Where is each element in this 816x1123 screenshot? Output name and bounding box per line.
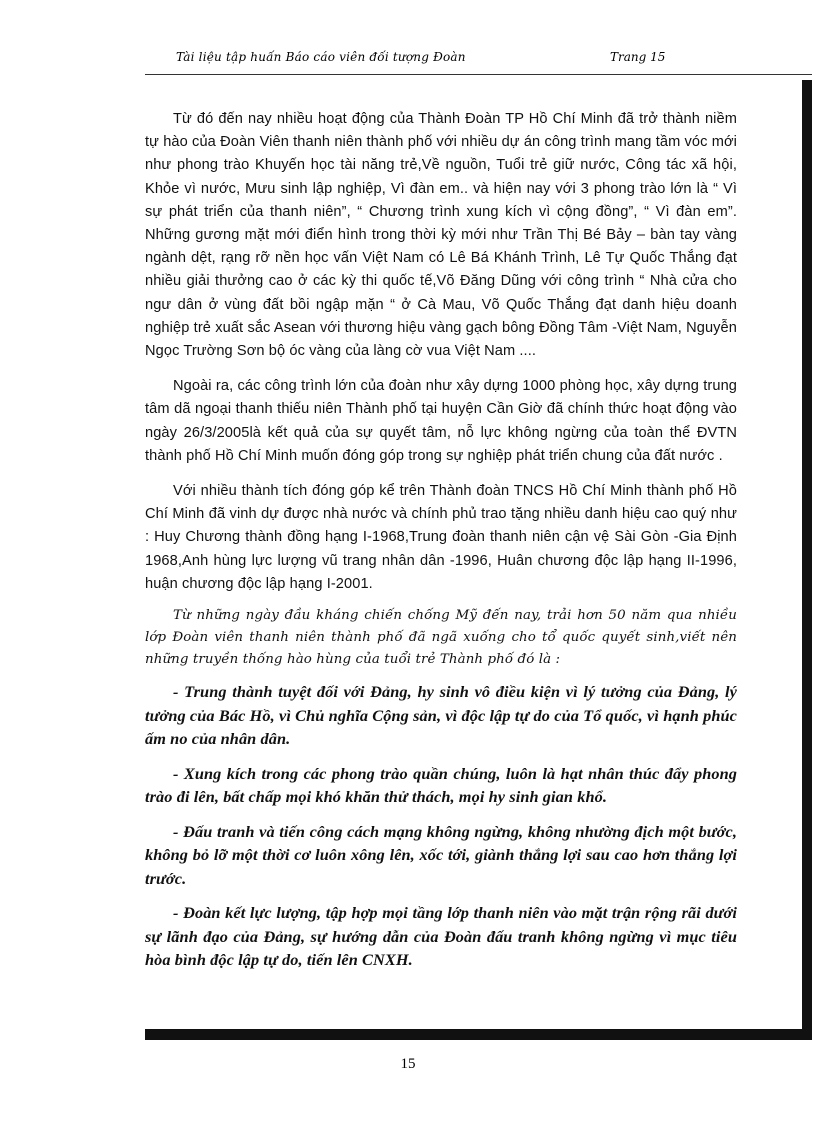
paragraph-awards: Với nhiều thành tích đóng góp kể trên Thành đoàn TNCS Hồ Chí Minh thành phố Hồ Chí Minh đã vinh dự được nhà nước và chính phủ trao tặng nhiều danh hiệu cao quý như : Huy Chương thành đồng hạng I-1968,Trung đoàn thanh niên cận vệ Sài Gòn -Gia Định 1968,Anh hùng lực lượng vũ trang nhân dân -1996, Huân chương độc lập hạng II-1996, huận chương độc lập hạng I-2001. xyxy=(145,483,737,592)
paragraph-projects: Ngoài ra, các công trình lớn của đoàn như xây dựng 1000 phòng học, xây dựng trung tâm dã ngoại thanh thiếu niên Thành phố tại huyện Cần Giờ đã chính thức hoạt động vào ngày 26/3/2005là kết quả của sự quyết tâm, nỗ lực không ngừng của toàn thể ĐVTN thành phố Hồ Chí Minh muốn đóng góp trong sự nghiệp phát triển chung của đất nước . xyxy=(145,378,737,464)
paragraph-achievements: Từ đó đến nay nhiều hoạt động của Thành Đoàn TP Hồ Chí Minh đã trở thành niềm tự hào của Đoàn Viên thanh niên thành phố với nhiều dự án công trình mang tầm vóc mới như phong trào Khuyến học tài năng trẻ,Về nguồn, Tuổi trẻ giữ nước, Công tác xã hội, Khỏe vì nước, Mưu sinh lập nghiệp, Vì đàn em.. và hiện nay với 3 phong trào lớn là “ Vì sự phát triển của thanh niên”, “ Chương trình xung kích vì cộng đồng”, “ Vì đàn em”. Những gương mặt mới điển hình trong thời kỳ mới như Trần Thị Bé Bảy – bàn tay vàng ngành dệt, rạng rỡ nền học vấn Việt Nam có Lê Bá Khánh Trình, Lê Tự Quốc Thắng đạt nhiều giải thưởng cao ở các kỳ thi quốc tế,Võ Đăng Dũng với công trình “ Nhà cửa cho ngư dân ở vùng đất bồi ngập mặn “ ở Cà Mau, Võ Quốc Thắng đạt danh hiệu doanh nghiệp trẻ xuất sắc Asean với thương hiệu vàng gạch bông Đồng Tâm -Việt Nam, Nguyễn Ngọc Trường Sơn bộ óc vàng của làng cờ vua Việt Nam .... xyxy=(145,111,737,360)
tradition-item: - Trung thành tuyệt đối với Đảng, hy sinh vô điều kiện vì lý tưởng của Đảng, lý tưởng của Bác Hồ, vì Chủ nghĩa Cộng sản, vì độc lập tự do của Tổ quốc, vì hạnh phúc ấm no của nhân dân. xyxy=(145,682,737,749)
header-rule xyxy=(145,74,812,75)
page-number: 15 xyxy=(400,1056,416,1072)
page-border-bottom xyxy=(145,1029,812,1040)
header-page-label: Trang 15 xyxy=(610,50,666,64)
page-content xyxy=(145,108,737,983)
page-header xyxy=(176,50,776,74)
tradition-item: - Đấu tranh và tiến công cách mạng không ngừng, không nhường địch một bước, không bỏ lỡ một thời cơ luôn xông lên, xốc tới, giành thắng lợi sau cao hơn thắng lợi trước. xyxy=(145,821,737,888)
paragraph-traditions-intro: Từ những ngày đầu kháng chiến chống Mỹ đến nay, trải hơn 50 năm qua nhiều lớp Đoàn viên thanh niên thành phố đã ngã xuống cho tổ quốc quyết sinh,viết nên những truyền thống hào hùng của tuổi trẻ Thành phố đó là : xyxy=(145,608,737,668)
page-border-right xyxy=(802,80,812,1030)
tradition-item: - Đoàn kết lực lượng, tập hợp mọi tầng lớp thanh niên vào mặt trận rộng rãi dưới sự lãnh đạo của Đảng, sự hướng dẫn của Đoàn đấu tranh không ngừng vì mục tiêu hòa bình độc lập tự do, tiến lên CNXH. xyxy=(145,903,737,970)
header-title: Tài liệu tập huấn Báo cáo viên đối tượng Đoàn xyxy=(176,50,466,64)
tradition-item: - Xung kích trong các phong trào quần chúng, luôn là hạt nhân thúc đẩy phong trào đi lên, bất chấp mọi khó khăn thử thách, mọi hy sinh gian khổ. xyxy=(145,763,737,807)
